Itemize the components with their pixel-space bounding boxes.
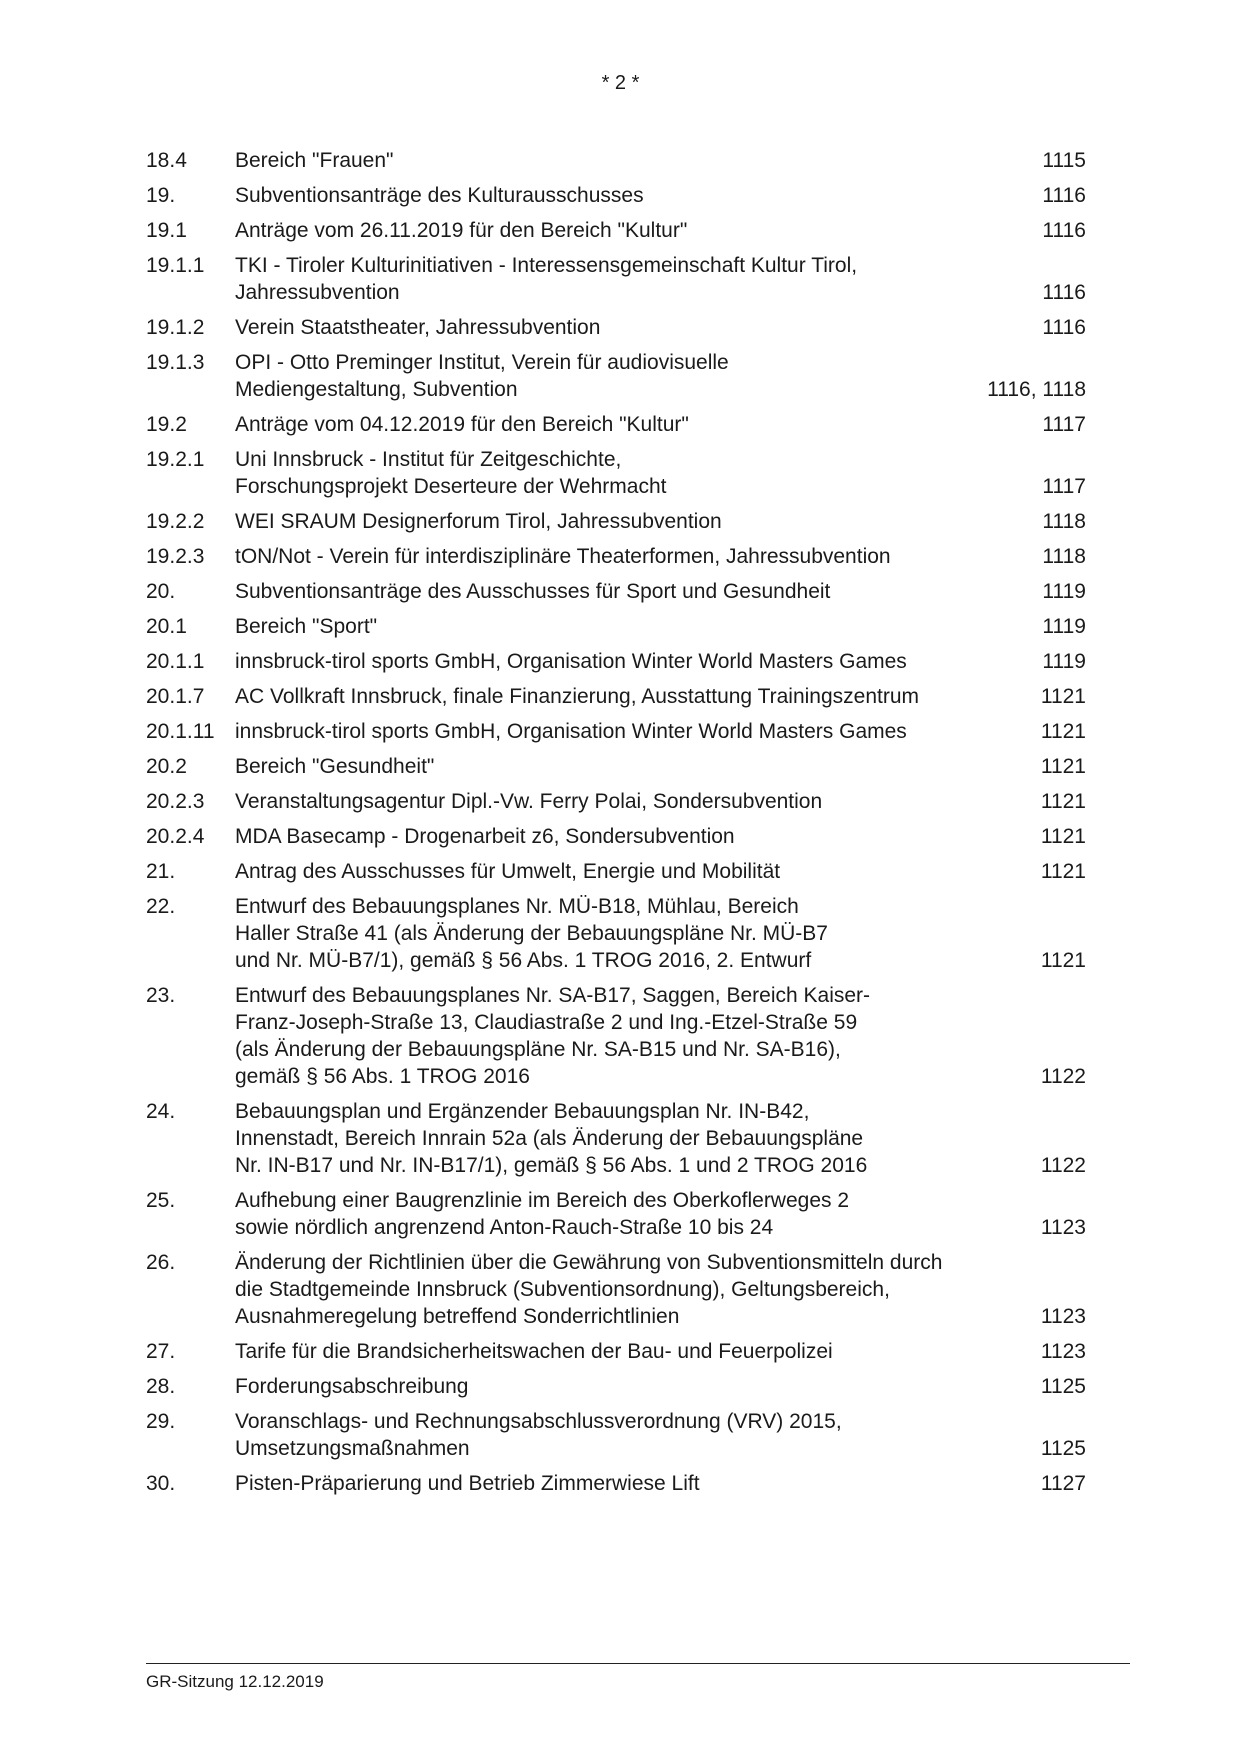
toc-entry-number: 29. [146, 1410, 176, 1433]
toc-entry-title [235, 613, 1022, 640]
toc-entry-page: 1122 [1040, 1065, 1086, 1088]
toc-entry-page: 1116 [1042, 219, 1086, 242]
toc-entry [146, 1408, 1086, 1462]
toc-entry-page: 1119 [1042, 615, 1086, 638]
toc-entry-number: 19.2.3 [146, 545, 205, 568]
toc-entry-title [235, 982, 1021, 1090]
toc-entry-page: 1121 [1040, 685, 1086, 708]
toc-entry [146, 411, 1086, 438]
toc-entry-page: 1121 [1040, 720, 1086, 743]
toc-entry-title-line: Pisten-Präparierung und Betrieb Zimmerwiese Lift [235, 1472, 700, 1495]
toc-entry-title-line: Forschungsprojekt Deserteure der Wehrmacht [235, 475, 667, 498]
toc-entry-page: 1116 [1042, 281, 1086, 304]
toc-entry-number: 20.2 [146, 755, 187, 778]
toc-entry-number: 23. [146, 984, 176, 1007]
toc-entry-page: 1116 [1042, 184, 1086, 207]
toc-entry-title-line: Ausnahmeregelung betreffend Sonderrichtlinien [235, 1305, 680, 1328]
toc-entry-title-line: Bereich "Gesundheit" [235, 755, 435, 778]
toc-entry-title [235, 578, 1022, 605]
toc-entry-title-line: Änderung der Richtlinien über die Gewährung von Subventionsmitteln durch [235, 1251, 943, 1274]
toc-entry-number: 21. [146, 860, 176, 883]
toc-entry-title-line: Haller Straße 41 (als Änderung der Bebauungspläne Nr. MÜ-B7 [235, 922, 828, 945]
toc-entry-title-line: tON/Not - Verein für interdisziplinäre Theaterformen, Jahressubvention [235, 545, 891, 568]
toc-entry [146, 349, 1086, 403]
toc-entry-title-line: Mediengestaltung, Subvention [235, 378, 518, 401]
toc-entry-title [235, 753, 1021, 780]
toc-entry-number: 28. [146, 1375, 176, 1398]
toc-entry-page: 1125 [1040, 1375, 1086, 1398]
toc-entry-title [235, 446, 1022, 500]
toc-entry-title [235, 718, 1021, 745]
toc-entry-number: 26. [146, 1251, 176, 1274]
toc-entry-page: 1116, 1118 [987, 378, 1086, 401]
toc-entry-page: 1123 [1040, 1216, 1086, 1239]
toc-entry-title-line: innsbruck-tirol sports GmbH, Organisation Winter World Masters Games [235, 650, 907, 673]
toc-entry [146, 753, 1086, 780]
toc-entry-title [235, 1373, 1021, 1400]
toc-entry-title-line: Bereich "Sport" [235, 615, 378, 638]
toc-entry-title-line: sowie nördlich angrenzend Anton-Rauch-Straße 10 bis 24 [235, 1216, 774, 1239]
toc-entry-page: 1123 [1040, 1305, 1086, 1328]
toc-entry-number: 19.2 [146, 413, 187, 436]
toc-entry-title [235, 1338, 1021, 1365]
toc-entry-page: 1121 [1040, 790, 1086, 813]
toc-entry-page: 1121 [1040, 755, 1086, 778]
toc-entry-number: 19.1.1 [146, 254, 205, 277]
toc-entry-title [235, 252, 1022, 306]
toc-entry-title [235, 1470, 1021, 1497]
toc-entry-number: 19.1 [146, 219, 187, 242]
toc-entry-title [235, 217, 1022, 244]
toc-entry [146, 858, 1086, 885]
toc-entry-title-line: Uni Innsbruck - Institut für Zeitgeschichte, [235, 448, 622, 471]
toc-entry-page: 1122 [1040, 1154, 1086, 1177]
toc-entry-title-line: TKI - Tiroler Kulturinitiativen - Interessensgemeinschaft Kultur Tirol, [235, 254, 858, 277]
toc-entry [146, 252, 1086, 306]
toc-entry-page: 1121 [1040, 860, 1086, 883]
toc-entry-title [235, 648, 1022, 675]
toc-entry-title [235, 1249, 1021, 1330]
toc-entry-title [235, 508, 1022, 535]
toc-entry [146, 314, 1086, 341]
toc-entry-title [235, 543, 1022, 570]
toc-entry [146, 508, 1086, 535]
toc-entry-title-line: die Stadtgemeinde Innsbruck (Subventionsordnung), Geltungsbereich, [235, 1278, 890, 1301]
toc-entry-title-line: innsbruck-tirol sports GmbH, Organisation Winter World Masters Games [235, 720, 907, 743]
toc-entry-title [235, 1408, 1021, 1462]
footer-divider [146, 1663, 1130, 1664]
toc-entry-page: 1123 [1040, 1340, 1086, 1363]
toc-entry-title [235, 349, 967, 403]
toc-entry-page: 1117 [1042, 475, 1086, 498]
toc-entry-title-line: Umsetzungsmaßnahmen [235, 1437, 470, 1460]
toc-entry-number: 19.1.2 [146, 316, 205, 339]
toc-entry-page: 1117 [1042, 413, 1086, 436]
toc-entry-page: 1125 [1040, 1437, 1086, 1460]
toc-entry-title [235, 788, 1021, 815]
toc-entry-title-line: Bereich "Frauen" [235, 149, 394, 172]
toc-entry-title-line: OPI - Otto Preminger Institut, Verein für audiovisuelle [235, 351, 729, 374]
toc-entry [146, 182, 1086, 209]
toc-entry-title-line: und Nr. MÜ-B7/1), gemäß § 56 Abs. 1 TROG 2016, 2. Entwurf [235, 949, 812, 972]
toc-entry [146, 893, 1086, 974]
toc-entry-number: 20. [146, 580, 176, 603]
toc-entry-title-line: Forderungsabschreibung [235, 1375, 469, 1398]
toc-entry-number: 20.1.7 [146, 685, 205, 708]
toc-entry-title-line: MDA Basecamp - Drogenarbeit z6, Sondersubvention [235, 825, 735, 848]
toc-entry [146, 823, 1086, 850]
toc-entry-number: 25. [146, 1189, 176, 1212]
toc-entry-title-line: Voranschlags- und Rechnungsabschlussverordnung (VRV) 2015, [235, 1410, 842, 1433]
toc-entry [146, 1187, 1086, 1241]
table-of-contents [146, 147, 1086, 1505]
toc-entry-number: 20.1 [146, 615, 187, 638]
toc-entry-number: 19.1.3 [146, 351, 205, 374]
toc-entry-title-line: Subventionsanträge des Kulturausschusses [235, 184, 644, 207]
toc-entry-number: 20.1.1 [146, 650, 205, 673]
toc-entry-title [235, 182, 1022, 209]
toc-entry-title-line: Anträge vom 26.11.2019 für den Bereich "Kultur" [235, 219, 688, 242]
toc-entry-title-line: WEI SRAUM Designerforum Tirol, Jahressubvention [235, 510, 722, 533]
toc-entry-title-line: Aufhebung einer Baugrenzlinie im Bereich des Oberkoflerweges 2 [235, 1189, 850, 1212]
toc-entry-page: 1118 [1042, 545, 1086, 568]
toc-entry-page: 1115 [1042, 149, 1086, 172]
toc-entry-title-line: Subventionsanträge des Ausschusses für Sport und Gesundheit [235, 580, 831, 603]
toc-entry [146, 648, 1086, 675]
toc-entry-page: 1118 [1042, 510, 1086, 533]
toc-entry-title [235, 1187, 1021, 1241]
toc-entry-title-line: Tarife für die Brandsicherheitswachen der Bau- und Feuerpolizei [235, 1340, 833, 1363]
toc-entry [146, 613, 1086, 640]
toc-entry-page: 1119 [1042, 580, 1086, 603]
toc-entry [146, 147, 1086, 174]
toc-entry-number: 19.2.2 [146, 510, 205, 533]
toc-entry [146, 446, 1086, 500]
toc-entry-title-line: Anträge vom 04.12.2019 für den Bereich "Kultur" [235, 413, 689, 436]
toc-entry-title-line: Entwurf des Bebauungsplanes Nr. SA-B17, Saggen, Bereich Kaiser- [235, 984, 871, 1007]
toc-entry-page: 1121 [1040, 825, 1086, 848]
toc-entry [146, 982, 1086, 1090]
toc-entry-title [235, 893, 1021, 974]
toc-entry-page: 1121 [1040, 949, 1086, 972]
toc-entry-title [235, 411, 1022, 438]
toc-entry [146, 543, 1086, 570]
toc-entry-title [235, 314, 1022, 341]
toc-entry [146, 1373, 1086, 1400]
toc-entry-title-line: Nr. IN-B17 und Nr. IN-B17/1), gemäß § 56 Abs. 1 und 2 TROG 2016 [235, 1154, 868, 1177]
toc-entry-number: 19. [146, 184, 176, 207]
toc-entry [146, 578, 1086, 605]
toc-entry-number: 20.1.11 [146, 720, 215, 743]
toc-entry [146, 1338, 1086, 1365]
toc-entry-number: 20.2.4 [146, 825, 205, 848]
toc-entry [146, 718, 1086, 745]
toc-entry-number: 18.4 [146, 149, 187, 172]
toc-entry-title-line: Veranstaltungsagentur Dipl.-Vw. Ferry Polai, Sondersubvention [235, 790, 823, 813]
toc-entry-title-line: AC Vollkraft Innsbruck, finale Finanzierung, Ausstattung Trainingszentrum [235, 685, 920, 708]
toc-entry-number: 24. [146, 1100, 176, 1123]
toc-entry-page: 1119 [1042, 650, 1086, 673]
toc-entry [146, 683, 1086, 710]
toc-entry [146, 1098, 1086, 1179]
toc-entry-title [235, 683, 1021, 710]
toc-entry-title-line: Entwurf des Bebauungsplanes Nr. MÜ-B18, Mühlau, Bereich [235, 895, 799, 918]
toc-entry-number: 19.2.1 [146, 448, 205, 471]
footer-text: GR-Sitzung 12.12.2019 [146, 1672, 324, 1691]
toc-entry-title-line: Jahressubvention [235, 281, 400, 304]
toc-entry-title [235, 147, 1022, 174]
toc-entry-title-line: Innenstadt, Bereich Innrain 52a (als Änderung der Bebauungspläne [235, 1127, 864, 1150]
toc-entry-number: 27. [146, 1340, 176, 1363]
toc-entry-page: 1116 [1042, 316, 1086, 339]
toc-entry [146, 788, 1086, 815]
toc-entry-title-line: Antrag des Ausschusses für Umwelt, Energie und Mobilität [235, 860, 781, 883]
page-number: * 2 * [601, 72, 640, 94]
toc-entry-page: 1127 [1040, 1472, 1086, 1495]
toc-entry-title-line: Franz-Joseph-Straße 13, Claudiastraße 2 und Ing.-Etzel-Straße 59 [235, 1011, 858, 1034]
toc-entry-title-line: Verein Staatstheater, Jahressubvention [235, 316, 601, 339]
toc-entry-number: 22. [146, 895, 176, 918]
toc-entry-title [235, 1098, 1021, 1179]
toc-entry [146, 1249, 1086, 1330]
toc-entry-title [235, 858, 1021, 885]
toc-entry-title-line: gemäß § 56 Abs. 1 TROG 2016 [235, 1065, 530, 1088]
toc-entry-title [235, 823, 1021, 850]
toc-entry-title-line: (als Änderung der Bebauungspläne Nr. SA-B15 und Nr. SA-B16), [235, 1038, 841, 1061]
toc-entry [146, 217, 1086, 244]
toc-entry-number: 20.2.3 [146, 790, 205, 813]
toc-entry-number: 30. [146, 1472, 176, 1495]
toc-entry [146, 1470, 1086, 1497]
toc-entry-title-line: Bebauungsplan und Ergänzender Bebauungsplan Nr. IN-B42, [235, 1100, 810, 1123]
